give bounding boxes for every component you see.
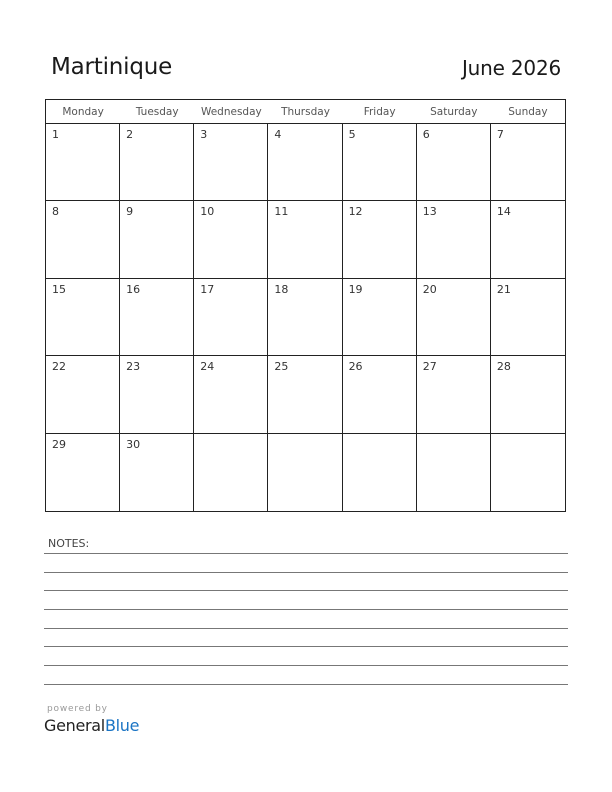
day-cell <box>343 434 417 511</box>
day-number: 30 <box>126 437 141 451</box>
day-cell <box>491 434 565 511</box>
day-cell <box>194 279 268 356</box>
day-cell <box>491 279 565 356</box>
day-cell <box>46 434 120 511</box>
day-cell <box>46 279 120 356</box>
day-cell <box>120 434 194 511</box>
day-number: 6 <box>422 128 430 141</box>
day-cell <box>194 434 268 511</box>
day-number: 3 <box>200 128 208 141</box>
day-number: 22 <box>52 360 66 374</box>
day-number: 29 <box>52 437 66 451</box>
day-cell <box>120 124 194 201</box>
brand-general-text: General <box>44 716 105 735</box>
day-number: 15 <box>52 282 66 296</box>
weekday-saturday: Saturday <box>430 106 478 118</box>
day-number: 23 <box>126 360 141 374</box>
day-number: 20 <box>422 282 437 296</box>
weekday-friday: Friday <box>363 106 396 118</box>
day-cell <box>268 356 342 433</box>
notes-line <box>44 665 568 666</box>
day-cell <box>343 356 417 433</box>
notes-line <box>44 572 568 573</box>
day-cell <box>120 279 194 356</box>
day-number: 13 <box>422 205 437 219</box>
day-cell <box>491 124 565 201</box>
notes-line <box>44 553 568 554</box>
day-number: 21 <box>496 282 511 296</box>
day-cell <box>417 356 491 433</box>
day-number: 7 <box>496 128 504 141</box>
weekday-wednesday: Wednesday <box>200 106 262 118</box>
day-number: 19 <box>348 282 363 296</box>
weekday-tuesday: Tuesday <box>135 106 179 118</box>
brand-blue-text: Blue <box>104 716 140 735</box>
weekday-monday: Monday <box>62 106 104 118</box>
day-cell <box>268 201 342 278</box>
day-cell <box>343 201 417 278</box>
notes-line <box>44 628 568 629</box>
day-number: 17 <box>200 282 215 296</box>
day-cell <box>194 356 268 433</box>
calendar-grid <box>45 99 566 512</box>
day-cell <box>343 124 417 201</box>
day-cell <box>417 434 491 511</box>
weekday-header-row <box>46 100 565 124</box>
day-number: 9 <box>126 205 134 219</box>
weekday-thursday: Thursday <box>281 106 330 118</box>
calendar-region-title: Martinique <box>51 54 173 80</box>
day-number: 12 <box>348 205 363 219</box>
day-cell <box>491 356 565 433</box>
day-number: 27 <box>422 360 437 374</box>
day-cell <box>343 279 417 356</box>
day-number: 18 <box>274 282 289 296</box>
brand-logo[interactable] <box>44 716 139 735</box>
day-number: 2 <box>126 128 134 141</box>
day-number: 8 <box>52 205 59 219</box>
day-cell <box>268 279 342 356</box>
notes-line <box>44 646 568 647</box>
day-number: 4 <box>274 128 282 141</box>
day-number: 16 <box>126 282 141 296</box>
day-number: 24 <box>200 360 215 374</box>
day-cell <box>46 124 120 201</box>
notes-label: NOTES: <box>48 537 90 550</box>
day-number: 10 <box>200 205 215 219</box>
day-number: 28 <box>496 360 511 374</box>
day-cell <box>417 201 491 278</box>
calendar-days <box>46 124 565 511</box>
day-cell <box>268 434 342 511</box>
day-cell <box>194 201 268 278</box>
day-number: 26 <box>348 360 363 374</box>
day-cell <box>120 201 194 278</box>
weekday-sunday: Sunday <box>508 106 548 118</box>
notes-line <box>44 609 568 610</box>
day-number: 11 <box>274 205 289 219</box>
day-cell <box>417 279 491 356</box>
notes-line <box>44 590 568 591</box>
day-number: 5 <box>348 128 356 141</box>
day-cell <box>120 356 194 433</box>
day-number: 25 <box>274 360 289 374</box>
day-number: 14 <box>496 205 511 219</box>
notes-line <box>44 684 568 685</box>
day-cell <box>46 201 120 278</box>
day-cell <box>491 201 565 278</box>
day-cell <box>268 124 342 201</box>
calendar-month-year: June 2026 <box>461 56 561 80</box>
day-cell <box>194 124 268 201</box>
powered-by-text: powered by <box>47 704 108 714</box>
day-number: 1 <box>52 128 59 141</box>
day-cell <box>417 124 491 201</box>
day-cell <box>46 356 120 433</box>
